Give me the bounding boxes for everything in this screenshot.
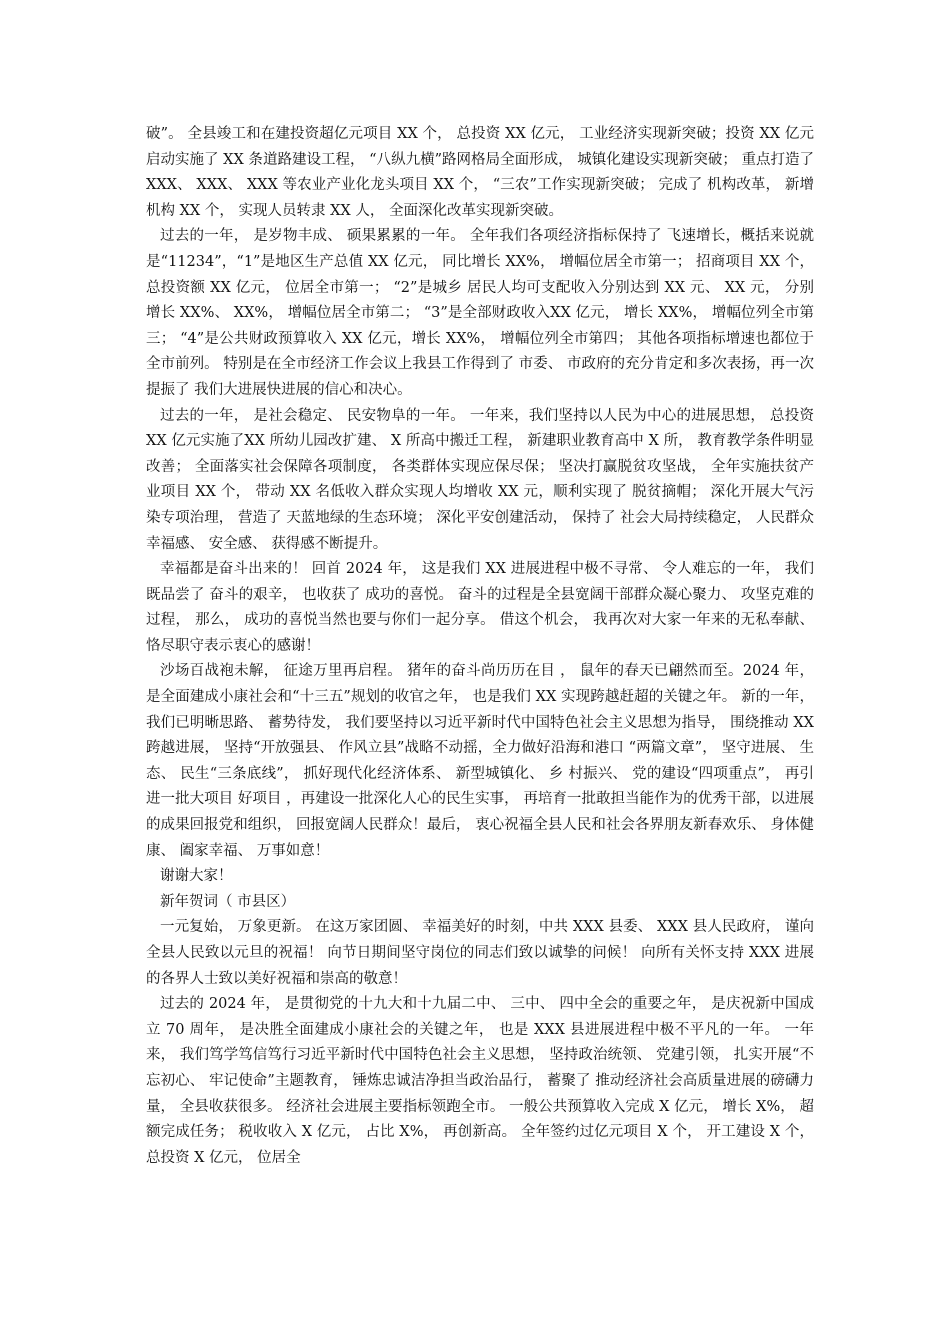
section-heading: 新年贺词（ 市县区） [160, 893, 296, 910]
paragraph-6: 一元复始， 万象更新。 在这万家团圆、 幸福美好的时刻，中共 XXX 县委、 XXX 县人民政府， 谨向全县人民致以元旦的祝福！ 向节日期间坚守岗位的同志们致以诚挚的问候！ 向所有关怀支持 XXX 进展的各界人士致以美好祝福和崇高的敬意！ [146, 919, 814, 987]
paragraph-thanks: 谢谢大家！ [160, 868, 233, 885]
paragraph-3: 过去的一年， 是社会稳定、 民安物阜的一年。 一年来，我们坚持以人民为中心的进展思想， 总投资 XX 亿元实施了XX 所幼儿园改扩建、 X 所高中搬迁工程， 新建职业教育高中 X 所， 教育教学条件明显改善； 全面落实社会保障各项制度， 各类群体实现应保尽保； 坚决打赢脱贫攻坚战， 全年实施扶贫产业项目 XX 个， 带动 XX 名低收入群众实现人均增收 XX 元，顺利实现了 脱贫摘帽； 深化开展大气污染专项治理， 营造了 天蓝地绿的生态环境； 深化平安创建活动， 保持了 社会大局持续稳定， 人民群众幸福感、 安全感、 获得感不断提升。 [146, 407, 814, 552]
document-body [146, 122, 814, 1171]
paragraph-4: 幸福都是奋斗出来的！ 回首 2024 年， 这是我们 XX 进展进程中极不寻常、 令人难忘的一年， 我们既品尝了 奋斗的艰辛， 也收获了 成功的喜悦。 奋斗的过程是全县宽阔干部群众凝心聚力、 攻坚克难的过程， 那么， 成功的喜悦当然也要与你们一起分享。 借这个机会， 我再次对大家一年来的无私奉献、 恪尽职守表示衷心的感谢！ [146, 561, 814, 654]
paragraph-5: 沙场百战袍未解， 征途万里再启程。 猪年的奋斗尚历历在目 ， 鼠年的春天已翩然而至。2024 年， 是全面建成小康社会和“十三五”规划的收官之年， 也是我们 XX 实现跨越赶超的关键之年。 新的一年， 我们已明晰思路、 蓄势待发， 我们要坚持以习近平新时代中国特色社会主义思想为指导， 围绕推动 XX 跨越进展， 坚持“开放强县、 作风立县”战略不动摇，全力做好沿海和港口 “两篇文章”， 坚守进展、 生态、 民生“三条底线”， 抓好现代化经济体系、 新型城镇化、 乡 村振兴、 党的建设“四项重点”， 再引进一批大项目 好项目 ，再建设一批深化人心的民生实事， 再培育一批敢担当能作为的优秀干部，以进展的成果回报党和组织， 回报宽阔人民群众！最后， 衷心祝福全县人民和社会各界朋友新春欢乐、 身体健康、 阖家幸福、 万事如意！ [146, 663, 814, 859]
paragraph-2: 过去的一年， 是岁物丰成、 硕果累累的一年。 全年我们各项经济指标保持了 飞速增长，概括来说就是“11234”，“1”是地区生产总值 XX 亿元， 同比增长 XX%， 增幅位居全市第一； 招商项目 XX 个， 总投资额 XX 亿元， 位居全市第一； “2”是城乡 居民人均可支配收入分别达到 XX 元、 XX 元， 分别增长 XX%、 XX%， 增幅位居全市第二； “3”是全部财政收入XX 亿元， 增长 XX%， 增幅位列全市第三； “4”是公共财政预算收入 XX 亿元，增长 XX%， 增幅位列全市第四； 其他各项指标增速也都位于全市前列。 特别是在全市经济工作会议上我县工作得到了 市委、 市政府的充分肯定和多次表扬，再一次提振了 我们大进展快进展的信心和决心。 [146, 228, 814, 398]
paragraph-1: 破”。 全县竣工和在建投资超亿元项目 XX 个， 总投资 XX 亿元， 工业经济实现新突破；投资 XX 亿元启动实施了 XX 条道路建设工程， “八纵九横”路网格局全面形成， 城镇化建设实现新突破； 重点打造了XXX、 XXX、 XXX 等农业产业化龙头项目 XX 个， “三农”工作实现新突破； 完成了 机构改革， 新增机构 XX 个， 实现人员转隶 XX 人， 全面深化改革实现新突破。 [146, 126, 814, 219]
paragraph-7: 过去的 2024 年， 是贯彻党的十九大和十九届二中、 三中、 四中全会的重要之年， 是庆祝新中国成立 70 周年， 是决胜全面建成小康社会的关键之年， 也是 XXX 县进展进程中极不平凡的一年。 一年来， 我们笃学笃信笃行习近平新时代中国特色社会主义思想， 坚持政治统领、 党建引领， 扎实开展“不忘初心、 牢记使命”主题教育， 锤炼忠诚洁净担当政治品行， 蓄聚了 推动经济社会高质量进展的磅礴力量， 全县收获很多。 经济社会进展主要指标领跑全市。 一般公共预算收入完成 X 亿元， 增长 X%， 超额完成任务； 税收收入 X 亿元， 占比 X%， 再创新高。 全年签约过亿元项目 X 个， 开工建设 X 个， 总投资 X 亿元， 位居全 [146, 996, 814, 1166]
